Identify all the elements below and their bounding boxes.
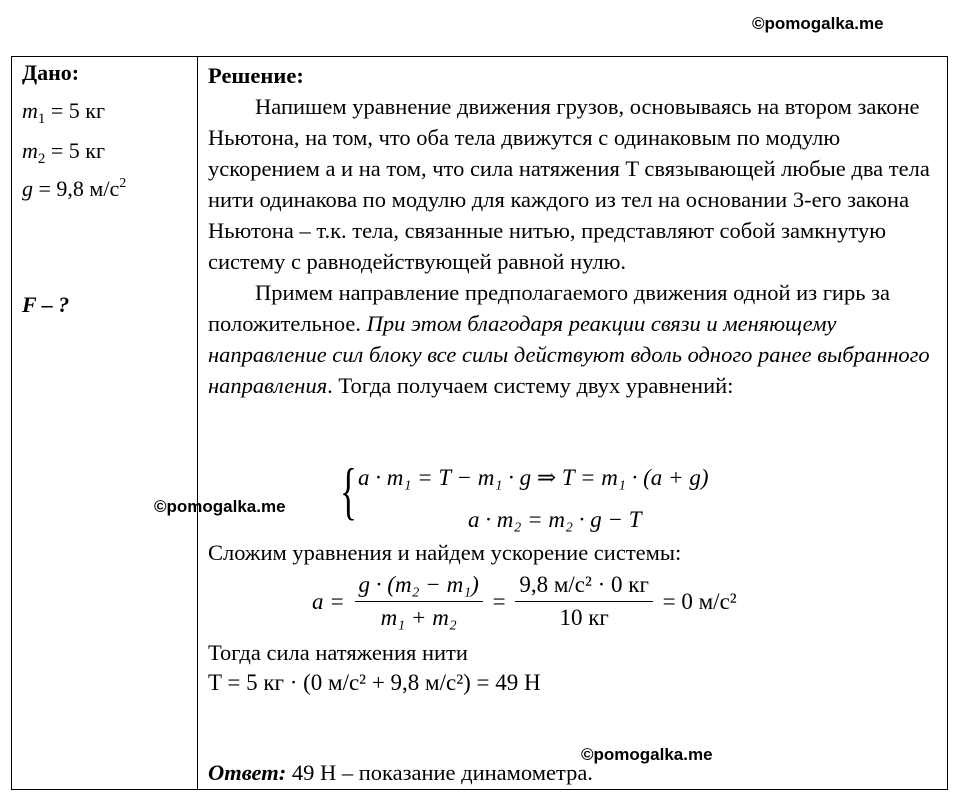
solution-paragraph-1: Напишем уравнение движения грузов, основываясь на втором законе Ньютона, на том, что оба тела движутся с одинаковым по модулю ускорением a и на том, что сила натяжения T связывающей любые два тела нити одинакова по модулю для каждого из тел на основании 3-его закона Ньютона – т.к. тела, связанные нитью, представляют собой замкнутую систему с равнодействующей равной нулю. — [208, 94, 930, 274]
watermark-top: ©pomogalka.me — [752, 14, 884, 33]
solution-paragraph-2: Примем направление предполагаемого движения одной из гирь за положительное. При этом благодаря реакции связи и меняющему направление сил блоку все силы действуют вдоль одного ранее выбранного направления. Тогда получаем систему двух уравнений: — [208, 280, 930, 398]
solution-column — [208, 60, 943, 401]
accel-denominator-2: 10 кг — [559, 605, 609, 630]
accel-denominator-1: m₁ + m₂ — [380, 605, 457, 630]
accel-numerator-2: 9,8 м/с² · 0 кг — [515, 572, 653, 602]
equation-2: a · m₂ = m₂ · g − T — [468, 507, 642, 532]
solution-heading: Решение: — [208, 63, 304, 88]
sum-text: Сложим уравнения и найдем ускорение системы: — [208, 540, 682, 565]
equation-system — [340, 455, 820, 539]
watermark-bottom: ©pomogalka.me — [581, 745, 713, 764]
tension-text: Тогда сила натяжения нити — [208, 640, 468, 665]
accel-fraction-numeric — [515, 572, 653, 631]
accel-numerator-1: g · (m₂ − m₁) — [355, 572, 483, 602]
given-heading: Дано: — [22, 60, 80, 85]
equation-1: a · m₁ = T − m₁ · g ⇒ T = m₁ · (a + g) — [358, 465, 709, 490]
answer-text: 49 Н – показание динамометра. — [286, 760, 593, 785]
given-m1: $m_1 = 5$ кг — [22, 98, 106, 127]
accel-fraction-symbolic — [355, 572, 483, 631]
given-m2: $m_2 = 5$ кг — [22, 138, 106, 167]
acceleration-formula — [312, 572, 737, 644]
accel-equals: = — [492, 588, 506, 614]
find-quantity: F – ? — [22, 292, 70, 317]
answer-line — [208, 760, 593, 786]
system-brace: { — [340, 455, 357, 526]
given-g: g = 9,8 $м/с^2$ — [22, 176, 127, 201]
column-divider — [197, 56, 198, 790]
accel-lhs: a = — [312, 588, 345, 614]
accel-result: = 0 м/с² — [662, 588, 737, 614]
tension-calculation: T = 5 кг · (0 м/с² + 9,8 м/с²) = 49 Н — [208, 670, 541, 695]
watermark-middle: ©pomogalka.me — [154, 497, 286, 516]
answer-label: Ответ: — [208, 760, 287, 785]
